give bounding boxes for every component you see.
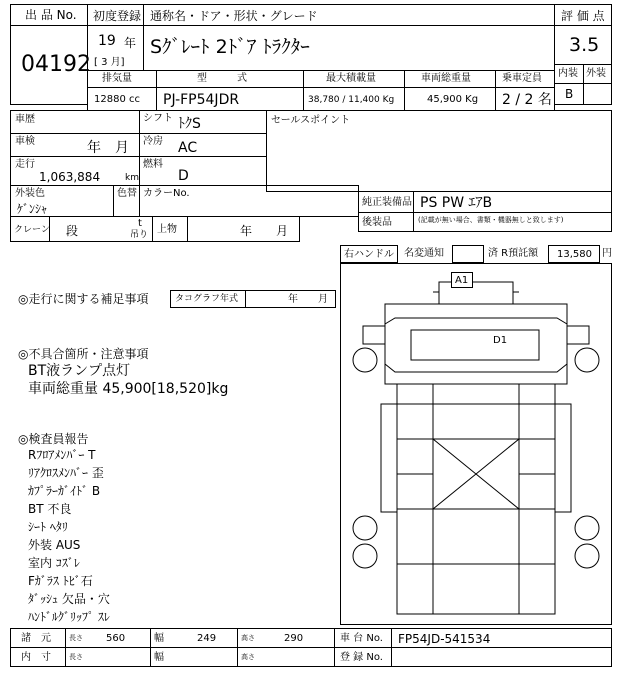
interior-label: 内装 <box>558 68 578 79</box>
ac-value: AC <box>178 140 198 156</box>
mileage-unit: km <box>125 173 139 183</box>
model-cell <box>156 87 304 111</box>
reg-label: 登 録 No. <box>340 652 383 663</box>
crane-cell <box>49 216 153 242</box>
gross-weight-value: 45,900 Kg <box>427 94 479 105</box>
crane-hang: 吊り <box>130 230 149 240</box>
gross-weight-label-cell <box>404 70 496 88</box>
recycle-amount-cell <box>548 245 600 263</box>
max-load-label-cell <box>303 70 405 88</box>
model-label-cell <box>156 70 304 88</box>
inspector-label: ◎検査員報告 <box>18 432 89 446</box>
name-label-cell <box>143 4 555 26</box>
aftermarket-note: (記載が無い場合、書類・機器無しと致します) <box>418 216 564 224</box>
lot-no-label: 出 品 No. <box>25 8 77 22</box>
lot-number: 04192 <box>21 52 91 77</box>
width-label: 幅 <box>154 633 164 644</box>
inspection-value: 年 月 <box>87 140 129 156</box>
yen-label: 円 <box>602 248 612 259</box>
shift-value: ﾄｸS <box>178 116 201 132</box>
ac-label: 冷房 <box>143 136 163 147</box>
history-cell <box>10 110 140 134</box>
inspector-line-3: ｶﾌﾟﾗｰｶﾞｲﾄﾞ B <box>28 484 101 498</box>
mark-d1: D1 <box>493 335 508 346</box>
capacity-label-cell <box>495 70 555 88</box>
chassis-value: FP54JD-541534 <box>398 632 491 646</box>
upper-value: 年 月 <box>240 224 289 238</box>
recycle-amount: 13,580 <box>557 249 592 260</box>
interior-grade: B <box>565 87 574 101</box>
year-cell <box>87 25 144 71</box>
vehicle-name: Sｸﾞﾚｰﾄ 2ﾄﾞｱ ﾄﾗｸﾀｰ <box>150 36 310 58</box>
displacement-cell <box>87 87 157 111</box>
model-label: 型 式 <box>197 73 247 84</box>
dims-label-cell <box>10 628 66 648</box>
capacity-cell <box>495 87 555 111</box>
grade-label-cell <box>554 4 612 26</box>
defect-line-2: 車両総重量 45,900[18,520]kg <box>28 381 229 397</box>
height-value: 290 <box>284 633 304 644</box>
reg-label-cell <box>334 647 392 667</box>
grade-value: 3.5 <box>569 34 600 56</box>
vehicle-name-cell <box>143 25 555 71</box>
tacho-value-cell <box>245 290 336 308</box>
aftermarket-cell <box>413 212 612 232</box>
length-value: 560 <box>106 633 126 644</box>
first-reg-label-cell <box>87 4 144 26</box>
interior-width-label: 幅 <box>154 652 164 663</box>
fuel-value: D <box>178 168 189 184</box>
displacement-label: 排気量 <box>102 73 132 84</box>
crane-label-cell <box>10 216 50 242</box>
mark-a1-box <box>451 272 473 288</box>
displacement-label-cell <box>87 70 157 88</box>
crane-label: クレーン <box>14 225 50 235</box>
upper-cell <box>187 216 300 242</box>
rhd-cell <box>340 245 398 263</box>
chassis-label-cell <box>334 628 392 648</box>
inspector-line-9: ﾀﾞｯｼｭ 欠品・穴 <box>28 592 110 606</box>
height-label: 高さ <box>241 634 255 642</box>
color-cell <box>10 185 114 217</box>
max-load-cell <box>303 87 405 111</box>
inspector-line-10: ﾊﾝﾄﾞﾙｸﾞﾘｯﾌﾟ ｽﾚ <box>28 610 110 624</box>
mileage-label: 走行 <box>15 159 35 170</box>
interior-height-cell <box>237 647 335 667</box>
shift-cell <box>139 110 267 134</box>
gross-weight-label: 車両総重量 <box>421 73 471 84</box>
tacho-value: 年 月 <box>288 294 328 305</box>
height-cell <box>237 628 335 648</box>
aftermarket-label-cell <box>358 212 414 232</box>
ac-cell <box>139 133 267 157</box>
interior-dims-label: 内 寸 <box>21 652 51 663</box>
vehicle-diagram <box>340 263 612 625</box>
mileage-cell <box>10 156 140 186</box>
color-code-cell <box>139 185 359 217</box>
dims-label: 諸 元 <box>21 633 51 644</box>
change-notice-box <box>452 245 484 263</box>
inspector-line-7: 室内 ｺｽﾞﾚ <box>28 556 80 570</box>
inspector-line-4: BT 不良 <box>28 502 72 516</box>
inspection-label: 車検 <box>15 136 35 147</box>
reg-year: 19 <box>98 33 116 49</box>
exterior-label-cell <box>583 64 612 84</box>
truck-outline <box>341 264 611 624</box>
color-change-cell <box>113 185 140 217</box>
tacho-label-cell <box>170 290 246 308</box>
mark-a1: A1 <box>455 275 469 286</box>
inspector-line-2: ﾘｱｸﾛｽﾒﾝﾊﾞｰ 歪 <box>28 466 104 480</box>
inspection-cell <box>10 133 140 157</box>
exterior-label: 外装 <box>586 68 606 79</box>
fuel-cell <box>139 156 267 186</box>
grade-label: 評 価 点 <box>561 9 605 23</box>
name-label: 通称名・ドア・形状・グレード <box>150 9 318 23</box>
interior-dims-label-cell <box>10 647 66 667</box>
reg-cell <box>391 647 612 667</box>
color-value: ｹﾞﾝｼｬ <box>17 202 48 216</box>
defect-line-1: BT液ランプ点灯 <box>28 363 131 379</box>
equipment-cell <box>413 191 612 213</box>
mileage-value: 1,063,884 <box>39 170 101 184</box>
lot-no-label-cell <box>10 4 88 26</box>
change-notice-label: 名変通知 <box>404 248 444 259</box>
upper-label-cell <box>152 216 188 242</box>
fuel-label: 燃料 <box>143 159 163 170</box>
width-cell <box>150 628 238 648</box>
sales-point-cell <box>266 110 612 192</box>
inspector-line-5: ｼｰﾄ ﾍﾀﾘ <box>28 520 68 534</box>
interior-length-label: 長さ <box>69 653 83 661</box>
max-load-label: 最大積載量 <box>326 73 376 84</box>
crane-ton: t <box>138 218 142 229</box>
color-code-label: カラーNo. <box>143 188 190 199</box>
width-value: 249 <box>197 633 217 644</box>
reg-month: [ 3 月] <box>94 57 125 68</box>
aftermarket-label: 後装品 <box>362 217 392 228</box>
defects-label: ◎不具合箇所・注意事項 <box>18 347 149 361</box>
equipment-label-cell <box>358 191 414 213</box>
crane-steps: 段 <box>66 224 79 238</box>
inspector-line-6: 外装 AUS <box>28 538 81 552</box>
chassis-cell <box>391 628 612 648</box>
grade-cell <box>554 25 612 65</box>
color-label: 外装色 <box>15 188 45 199</box>
shift-label: シフト <box>143 113 173 124</box>
first-reg-label: 初度登録 <box>93 9 142 23</box>
exterior-grade-cell <box>583 83 612 105</box>
interior-grade-cell <box>554 83 584 105</box>
gross-weight-cell <box>404 87 496 111</box>
length-label: 長さ <box>69 634 83 642</box>
sales-point-label: セールスポイント <box>271 115 351 126</box>
equipment-value: PS PW ｴｱB <box>420 195 493 211</box>
max-load-value: 38,780 / 11,400 Kg <box>308 95 395 105</box>
capacity-value: 2 / 2 名 <box>502 92 552 108</box>
interior-width-cell <box>150 647 238 667</box>
equipment-label: 純正装備品 <box>362 197 412 208</box>
displacement-value: 12880 cc <box>94 94 140 105</box>
tacho-label: タコグラフ年式 <box>175 294 239 304</box>
length-cell <box>65 628 151 648</box>
history-label: 車歴 <box>15 114 35 125</box>
lot-no-cell <box>10 25 91 105</box>
model-value: PJ-FP54JDR <box>163 92 240 108</box>
capacity-label: 乗車定員 <box>502 73 542 84</box>
interior-length-cell <box>65 647 151 667</box>
reg-year-unit: 年 <box>124 36 137 50</box>
interior-height-label: 高さ <box>241 653 255 661</box>
interior-label-cell <box>554 64 584 84</box>
supplement-label: ◎走行に関する補足事項 <box>18 292 149 306</box>
rhd-value: 右ハンドル <box>344 249 394 260</box>
upper-label: 上物 <box>157 224 177 235</box>
color-change-label: 色替 <box>117 188 137 199</box>
inspector-line-8: Fｶﾞﾗｽ ﾄﾋﾞ石 <box>28 574 93 588</box>
recycle-label: 済 R預託額 <box>488 248 539 259</box>
inspector-line-1: Rﾌﾛｱﾒﾝﾊﾞｰ T <box>28 448 96 462</box>
chassis-label: 車 台 No. <box>340 633 383 644</box>
